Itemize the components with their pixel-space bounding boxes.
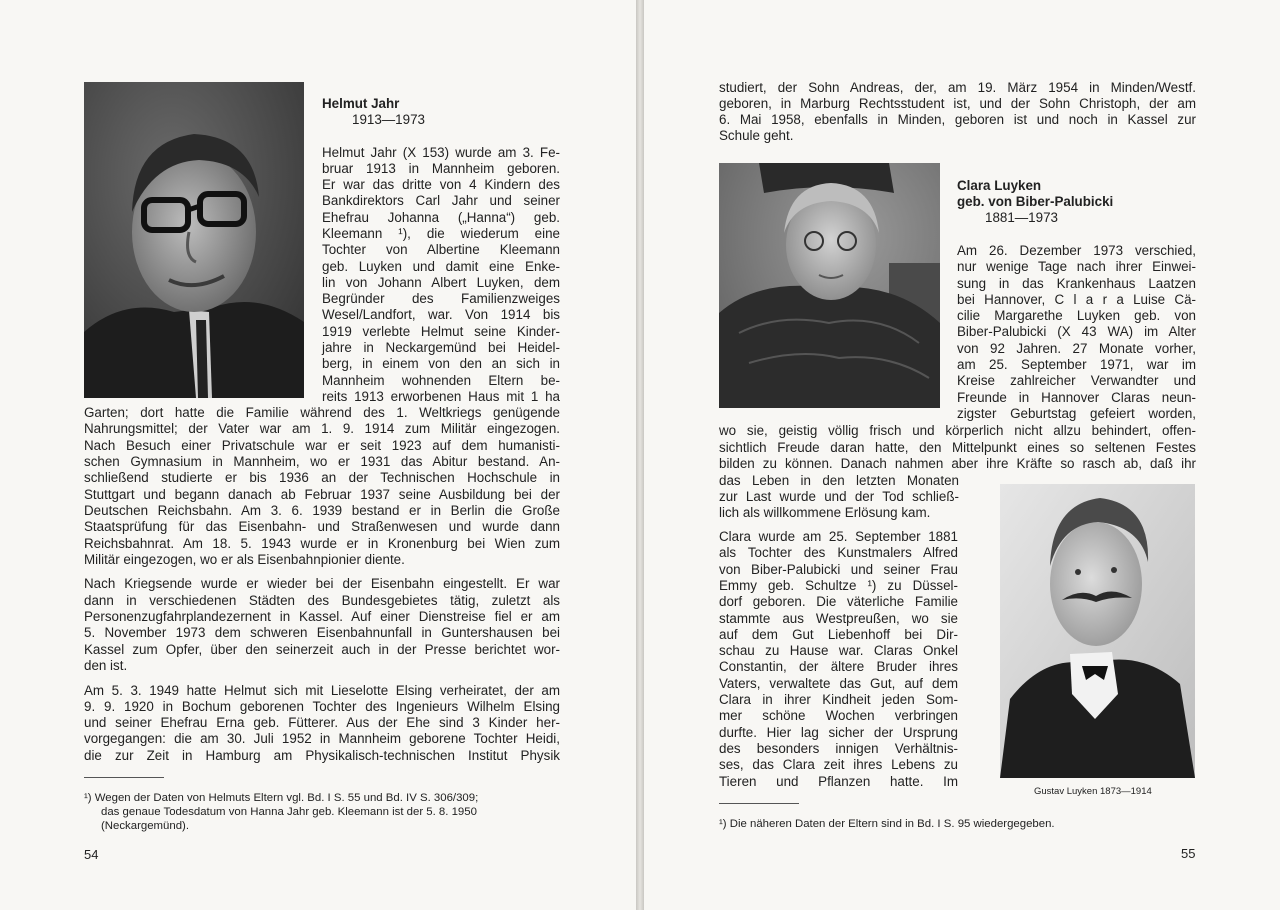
text-line: Ehefrau Johanna („Hanna“) geb. xyxy=(322,210,560,225)
text-line: Am 26. Dezember 1973 verschied, xyxy=(957,243,1196,258)
footnote-rule xyxy=(84,777,164,778)
text-line: durfte. Hier lag sicher der Ursprung xyxy=(719,725,958,740)
text-line: schau zu Hause war. Claras Onkel xyxy=(719,643,958,658)
text-line: 9. 9. 1920 in Bochum geborenen Tochter des Ingenieurs Wilhelm Elsing xyxy=(84,699,560,714)
text-line: Wesel/Landfort, war. Von 1914 bis xyxy=(322,307,560,322)
text-line: Clara wurde am 25. September 1881 xyxy=(719,529,958,544)
text-line: Staatsprüfung für das Eisenbahn- und Straßenwesen und wurde dann xyxy=(84,519,560,534)
text-line: studiert, der Sohn Andreas, der, am 19. März 1954 in Minden/Westf. xyxy=(719,80,1196,95)
text-line: sichtlich Freude daran hatte, den Mittelpunkt eines so seltenen Festes xyxy=(719,440,1196,455)
text-line: Kleemann ¹), die wiederum eine xyxy=(322,226,560,241)
text-line: nur wenige Tage nach ihrer Einwei- xyxy=(957,259,1196,274)
text-line: ses, das Clara zeit ihres Lebens zu xyxy=(719,757,958,772)
text-line: Bankdirektors Carl Jahr und seiner xyxy=(322,193,560,208)
text-line: den ist. xyxy=(84,658,128,673)
text-line: Nahrungsmittel; der Vater war am 1. 9. 1914 zum Militär eingezogen. xyxy=(84,421,560,436)
text-line: Am 5. 3. 1949 hatte Helmut sich mit Lieselotte Elsing verheiratet, der am xyxy=(84,683,560,698)
text-line: dorf geboren. Die väterliche Familie xyxy=(719,594,958,609)
text-line: wo sie, geistig völlig frisch und körperlich nicht allzu behindert, offen- xyxy=(719,423,1196,438)
text-line: Constantin, der ältere Bruder ihres xyxy=(719,659,958,674)
text-line: Tochter von Albertine Kleemann xyxy=(322,242,560,257)
text-line: von 92 Jahren. 27 Monate vorher, xyxy=(957,341,1196,356)
text-line: Personenzugfahrplandezernent in Kassel. Auf einer Dienstreise fiel er am xyxy=(84,609,560,624)
text-line: Clara in ihrer Kindheit jeden Som- xyxy=(719,692,958,707)
text-line: vorgegangen: die am 30. Juli 1952 in Mannheim geborene Tochter Heidi, xyxy=(84,731,560,746)
text-line: geb. Luyken und damit eine Enke- xyxy=(322,259,560,274)
footnote-line: (Neckargemünd). xyxy=(101,820,189,832)
text-line: bilden zu können. Danach nahmen aber ihre Kräfte so rasch ab, daß ihr xyxy=(719,456,1196,471)
right-page xyxy=(644,0,1280,910)
text-line: Militär eingezogen, wo er als Eisenbahnpionier diente. xyxy=(84,552,405,567)
text-line: Mannheim wohnenden Eltern be- xyxy=(322,373,560,388)
text-line: und seiner Ehefrau Erna geb. Fütterer. Aus der Ehe sind 3 Kinder her- xyxy=(84,715,560,730)
text-line: stammte aus Westpreußen, wo sie xyxy=(719,611,958,626)
text-line: die zur Zeit in Hamburg am Physikalisch-technischen Institut Physik xyxy=(84,748,560,763)
text-line: zur Last wurde und der Tod schließ- xyxy=(719,489,959,504)
text-line: 5. November 1973 dem schweren Eisenbahnunfall in Guntershausen bei xyxy=(84,625,560,640)
text-line: Helmut Jahr (X 153) wurde am 3. Fe- xyxy=(322,145,560,160)
text-line: Begründer des Familienzweiges xyxy=(322,291,560,306)
text-line: schen Gymnasium in Mannheim, wo er 1931 das Abitur bestand. An- xyxy=(84,454,560,469)
text-line: schließend studierte er bis 1936 an der Technischen Hochschule in xyxy=(84,470,560,485)
text-line: am 25. September 1971, war im xyxy=(957,357,1196,372)
text-line: lin von Johann Albert Luyken, dem xyxy=(322,275,560,290)
text-line: als Tochter des Kunstmalers Alfred xyxy=(719,545,958,560)
footnote-rule xyxy=(719,803,799,804)
bio-name-maiden: geb. von Biber-Palubicki xyxy=(957,194,1114,209)
footnote-line: ¹) Wegen der Daten von Helmuts Eltern vgl. Bd. I S. 55 und Bd. IV S. 306/309; xyxy=(84,792,479,804)
text-line: cilie Margarethe Luyken geb. von xyxy=(957,308,1196,323)
text-line: geboren, in Marburg Rechtsstudent ist, und der Sohn Christoph, der am xyxy=(719,96,1196,111)
text-line: Tieren und Pflanzen hatte. Im xyxy=(719,774,958,789)
bio-name: Clara Luyken xyxy=(957,178,1042,193)
text-line: des besonders innigen Verhältnis- xyxy=(719,741,958,756)
page-number: 54 xyxy=(84,847,99,862)
text-line: 6. Mai 1958, ebenfalls in Minden, geboren ist und noch in Kassel zur xyxy=(719,112,1196,127)
text-line: Deutschen Reichsbahn. Am 3. 6. 1939 bestand er in Berlin die Große xyxy=(84,503,560,518)
text-line: 1919 verlebte Helmut seine Kinder- xyxy=(322,324,560,339)
footnote-line: ¹) Die näheren Daten der Eltern sind in Bd. I S. 95 wiedergegeben. xyxy=(719,818,1055,830)
text-line: Nach Kriegsende wurde er wieder bei der Eisenbahn eingestellt. Er war xyxy=(84,576,560,591)
text-line: Emmy geb. Schultze ¹) zu Düssel- xyxy=(719,578,958,593)
text-line: Kreise zahlreicher Verwandter und xyxy=(957,373,1196,388)
text-line: Er war das dritte von 4 Kindern des xyxy=(322,177,560,192)
book-gutter xyxy=(636,0,644,910)
text-line: zigster Geburtstag gefeiert worden, xyxy=(957,406,1196,421)
left-page xyxy=(0,0,636,910)
page-number: 55 xyxy=(1181,846,1196,861)
bio-years: 1881—1973 xyxy=(985,210,1058,225)
footnote-line: das genaue Todesdatum von Hanna Jahr geb. Kleemann ist der 5. 8. 1950 xyxy=(101,806,477,818)
text-line: jahre in Neckargemünd bei Heidel- xyxy=(322,340,560,355)
text-line: Nach Besuch einer Privatschule war er seit 1923 auf dem humanisti- xyxy=(84,438,560,453)
text-line: Garten; dort hatte die Familie während des 1. Weltkriegs genügende xyxy=(84,405,560,420)
text-line: mer schöne Wochen verbringen xyxy=(719,708,958,723)
text-line: bruar 1913 in Mannheim geboren. xyxy=(322,161,560,176)
text-line: von Biber-Palubicki und seiner Frau xyxy=(719,562,958,577)
text-line: reits 1913 erworbenen Haus mit 1 ha xyxy=(322,389,560,404)
text-line: Vaters, verwaltete das Gut, auf dem xyxy=(719,676,958,691)
portrait-gustav-luyken xyxy=(1000,484,1195,778)
text-line: sung in das Krankenhaus Laatzen xyxy=(957,276,1196,291)
text-line: berg, in einem von den an sich in xyxy=(322,356,560,371)
text-line: Freunde in Hannover Claras neun- xyxy=(957,390,1196,405)
text-line: auf dem Gut Liebenhoff bei Dir- xyxy=(719,627,958,642)
bio-name: Helmut Jahr xyxy=(322,96,400,111)
portrait-helmut-jahr xyxy=(84,82,304,398)
text-line: das Leben in den letzten Monaten xyxy=(719,473,959,488)
text-line: Kassel zum Opfer, über den seinerzeit auch in der Presse berichtet wor- xyxy=(84,642,560,657)
text-line: Stuttgart und begann danach ab Februar 1937 seine Ausbildung bei der xyxy=(84,487,560,502)
text-line: dann in verschiedenen Städten des Bundesgebietes tätig, zuletzt als xyxy=(84,593,560,608)
text-line: Reichsbahnrat. Am 18. 5. 1943 wurde er in Kronenburg bei Wien zum xyxy=(84,536,560,551)
text-line: Biber-Palubicki (X 43 WA) im Alter xyxy=(957,324,1196,339)
text-line: lich als willkommene Erlösung kam. xyxy=(719,505,931,520)
bio-years: 1913—1973 xyxy=(352,112,425,127)
text-line: Schule geht. xyxy=(719,128,794,143)
portrait-clara-luyken xyxy=(719,163,940,408)
text-line: bei Hannover, C l a r a Luise Cä- xyxy=(957,292,1196,307)
photo-caption: Gustav Luyken 1873—1914 xyxy=(1034,786,1152,797)
